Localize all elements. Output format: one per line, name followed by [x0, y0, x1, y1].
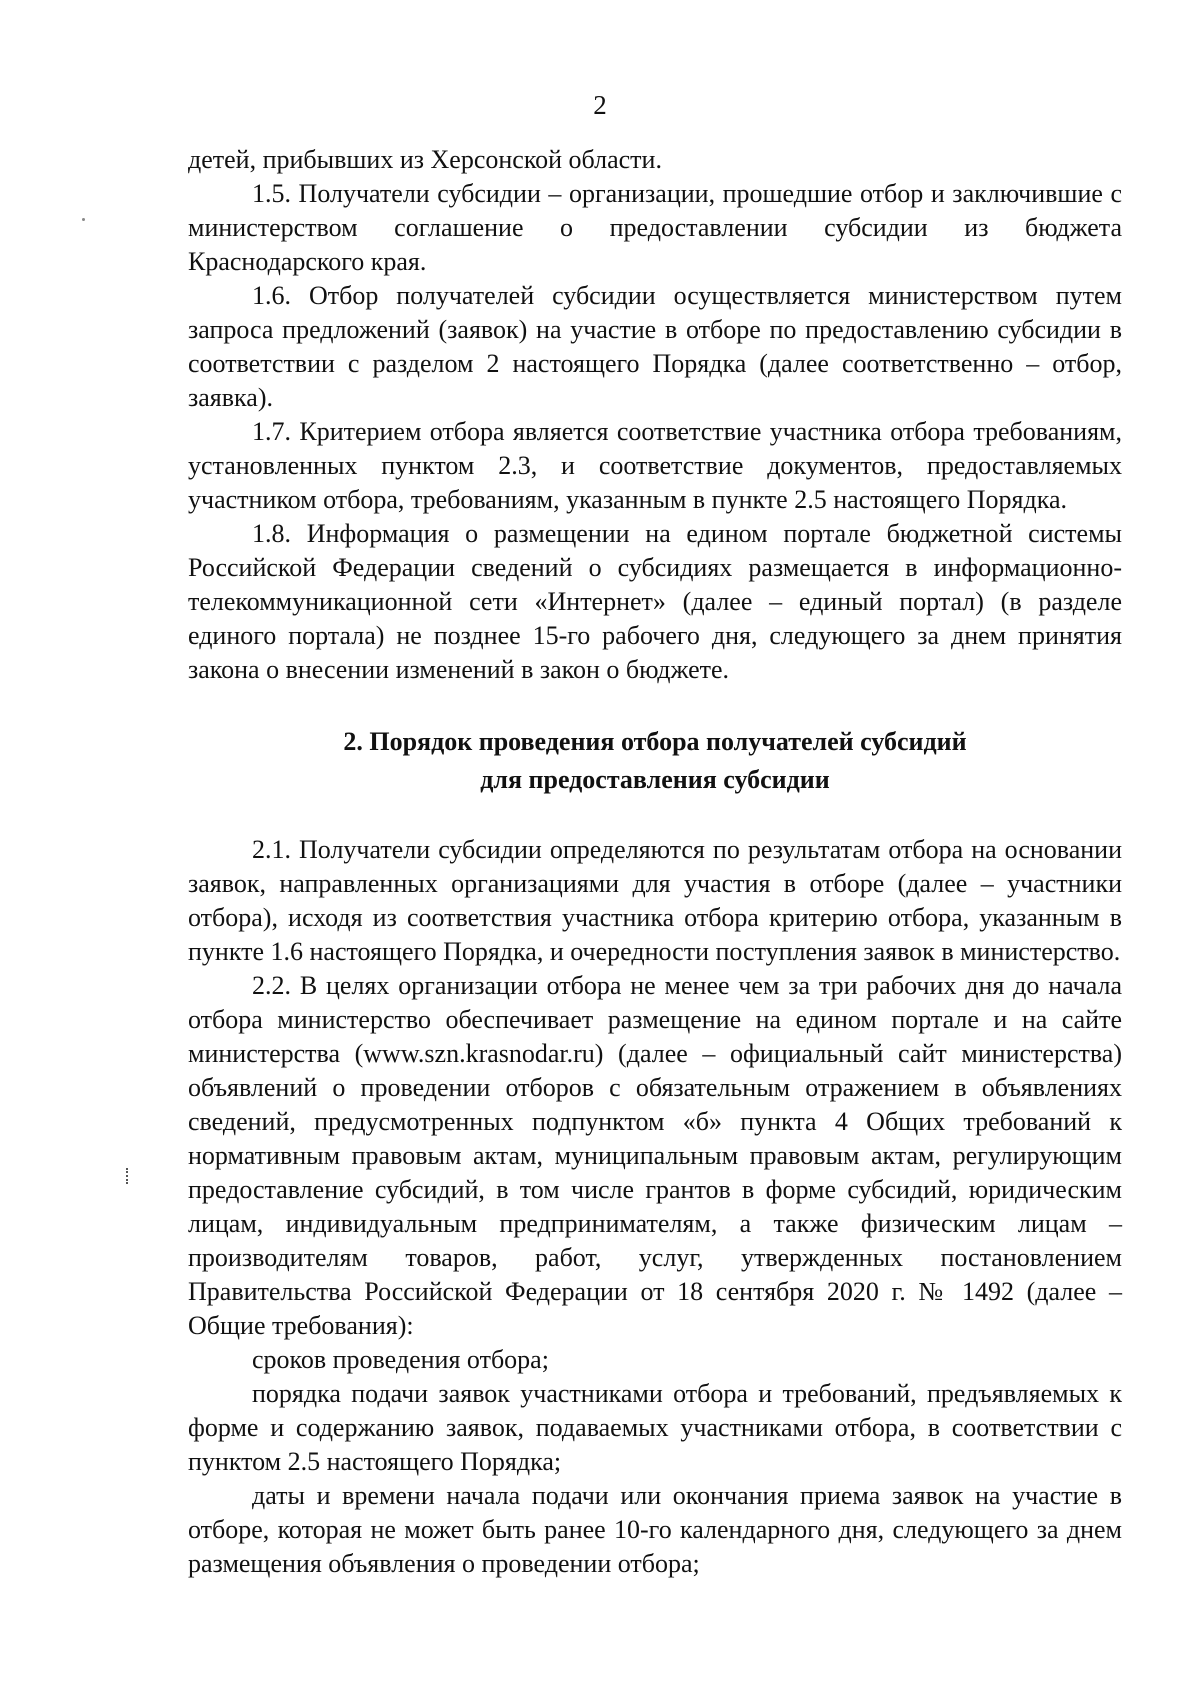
paragraph-1-6: 1.6. Отбор получателей субсидии осуществляется министерством путем запроса предложений (заявок) на участие в отборе по предоставлению субсидии в соответствии с разделом 2 настоящего Порядка (далее соответственно – отбор, заявка). — [188, 281, 1122, 412]
paragraph-1-5: 1.5. Получатели субсидии – организации, прошедшие отбор и заключившие с министерством соглашение о предоставлении субсидии из бюджета Краснодарского края. — [188, 179, 1122, 276]
paragraph-2-1: 2.1. Получатели субсидии определяются по результатам отбора на основании заявок, направленных организациями для участия в отборе (далее – участники отбора), исходя из соответствия участника отбора критерию отбора, указанным в пункте 1.6 настоящего Порядка, и очередности поступления заявок в министерство. — [188, 835, 1122, 966]
paragraph-2-2-item-terms: сроков проведения отбора; — [252, 1345, 549, 1374]
paragraph-2-2-item-procedure: порядка подачи заявок участниками отбора и требований, предъявляемых к форме и содержанию заявок, подаваемых участниками отбора, в соответствии с пунктом 2.5 настоящего Порядка; — [188, 1379, 1122, 1476]
paragraph-1-7: 1.7. Критерием отбора является соответствие участника отбора требованиям, установленных пунктом 2.3, и соответствие документов, предоставляемых участником отбора, требованиям, указанным в пункте 2.5 настоящего Порядка. — [188, 417, 1122, 514]
section-2-heading-line-1: 2. Порядок проведения отбора получателей субсидий — [343, 727, 967, 756]
paragraph-1-8: 1.8. Информация о размещении на едином портале бюджетной системы Российской Федерации сведений о субсидиях размещается в информационно-телекоммуникационной сети «Интернет» (далее – единый портал) (в разделе единого портала) не позднее 15-го рабочего дня, следующего за днем принятия закона о внесении изменений в закон о бюджете. — [188, 519, 1122, 684]
paragraph-2-2-item-dates: даты и времени начала подачи или окончания приема заявок на участие в отборе, которая не может быть ранее 10-го календарного дня, следующего за днем размещения объявления о проведении отбора; — [188, 1481, 1122, 1578]
section-2-heading-line-2: для предоставления субсидии — [480, 765, 830, 794]
paragraph-2-2: 2.2. В целях организации отбора не менее чем за три рабочих дня до начала отбора министерство обеспечивает размещение на едином портале и на сайте министерства (www.szn.krasnodar.ru) (далее – официальный сайт министерства) объявлений о проведении отборов с обязательным отражением в объявлениях сведений, предусмотренных подпунктом «б» пункта 4 Общих требований к нормативным правовым актам, муниципальным правовым актам, регулирующим предоставление субсидий, в том числе грантов в форме субсидий, юридическим лицам, индивидуальным предпринимателям, а также физическим лицам – производителям товаров, работ, услуг, утвержденных постановлением Правительства Российской Федерации от 18 сентября 2020 г. № 1492 (далее – Общие требования): — [188, 971, 1122, 1340]
page-number: 2 — [593, 90, 607, 120]
document-body — [188, 143, 1122, 1581]
paragraph-continuation: детей, прибывших из Херсонской области. — [188, 145, 662, 174]
scan-margin-mark — [126, 1168, 130, 1184]
scan-speck — [82, 218, 85, 221]
section-2-heading — [188, 723, 1122, 799]
